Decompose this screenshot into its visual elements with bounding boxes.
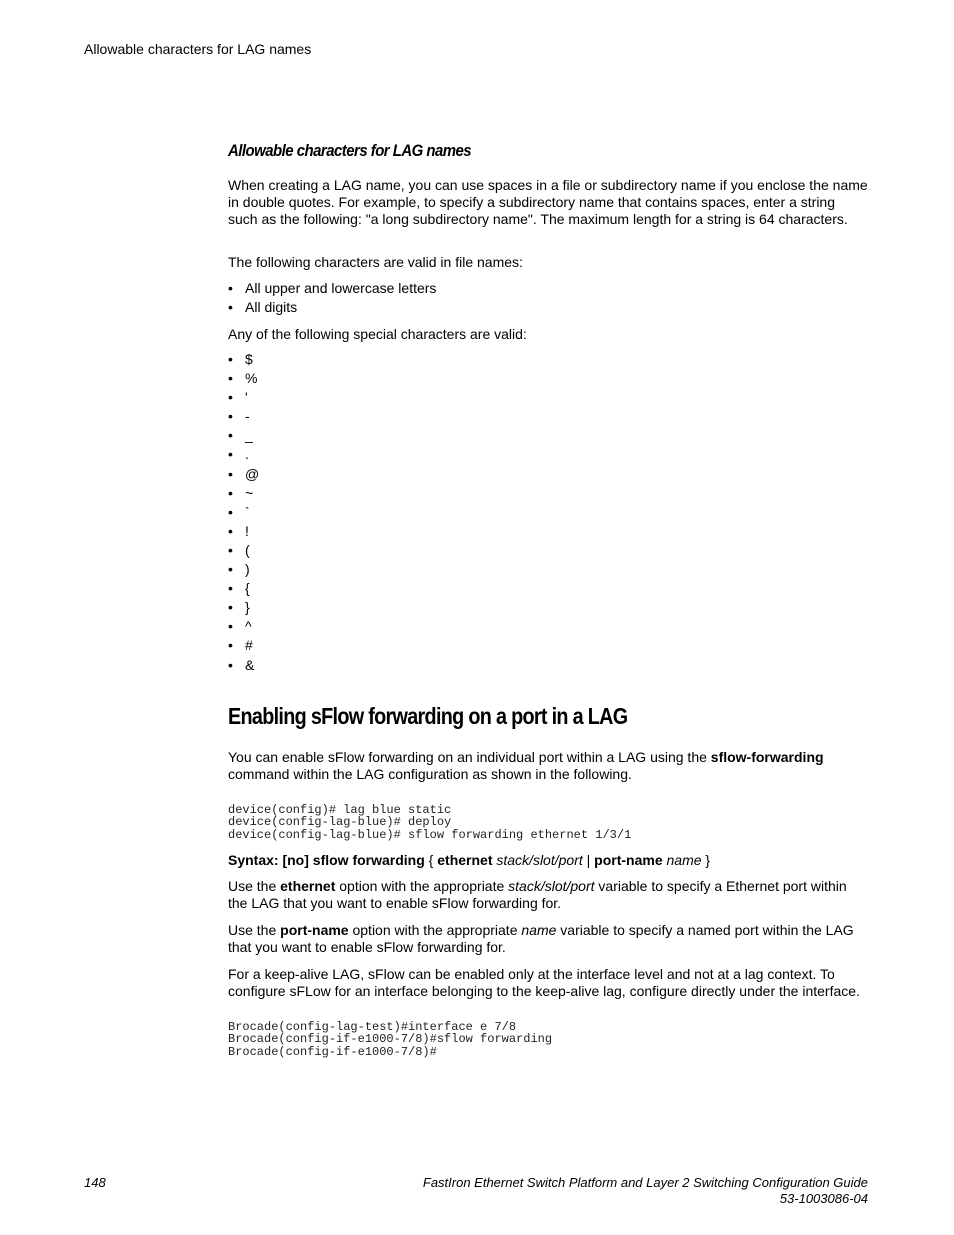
special-character-item-text: . (245, 446, 249, 463)
special-character-item (228, 388, 259, 407)
bullet-marker: • (228, 465, 233, 482)
ethernet-keyword: ethernet (280, 878, 336, 894)
bullet-marker: • (228, 599, 233, 616)
special-character-item-text: ^ (245, 618, 252, 635)
ethernet-text-e: variable to specify a Ethernet port within the LAG that you want to enable sFlow forwarding for. (228, 878, 847, 912)
bullet-marker: • (228, 637, 233, 654)
special-character-item (228, 541, 259, 560)
bullet-marker: • (228, 503, 233, 520)
page-number: 148 (84, 1175, 106, 1190)
special-character-item (228, 445, 259, 464)
syntax-port-name: port-name (594, 852, 663, 868)
special-character-item (228, 350, 259, 369)
section-heading-sflow: Enabling sFlow forwarding on a port in a LAG (228, 703, 628, 729)
syntax-brace-close: } (701, 852, 711, 868)
bullet-marker: • (228, 656, 233, 673)
bullet-marker: • (228, 561, 233, 578)
syntax-line (228, 852, 868, 869)
port-name-option-paragraph (228, 922, 868, 956)
ethernet-text-c: option with the appropriate (335, 878, 509, 894)
sflow-intro-paragraph (228, 749, 868, 783)
special-character-item (228, 617, 259, 636)
valid-characters-paragraph: The following characters are valid in file names: (228, 254, 523, 270)
special-character-item-text: % (245, 370, 258, 387)
valid-character-item-text: All upper and lowercase letters (245, 280, 437, 296)
special-character-item-text: ! (245, 522, 249, 539)
running-head: Allowable characters for LAG names (84, 41, 312, 57)
valid-character-item (228, 298, 436, 317)
port-name-variable: name (521, 922, 557, 938)
special-character-item-text: ` (245, 503, 250, 520)
special-character-item-text: ) (245, 561, 250, 578)
special-character-item-text: } (245, 599, 250, 616)
special-characters-paragraph: Any of the following special characters are valid: (228, 326, 527, 342)
port-name-text-a: Use the (228, 922, 281, 938)
syntax-pipe: | (582, 852, 595, 868)
keep-alive-paragraph: For a keep-alive LAG, sFlow can be enabled only at the interface level and not at a lag context. To configure sFLow for an interface belonging to the keep-alive lag, configure directly under the interface. (228, 966, 860, 1000)
syntax-name: name (662, 852, 702, 868)
special-character-item-text: $ (245, 351, 253, 367)
ethernet-variable: stack/slot/port (508, 878, 595, 894)
special-character-item-text: ~ (245, 484, 254, 501)
document-number: 53-1003086-04 (779, 1191, 868, 1206)
valid-characters-list (228, 279, 436, 317)
bullet-marker: • (228, 427, 233, 444)
syntax-keyword: Syntax: [no] sflow forwarding (228, 852, 425, 868)
special-character-item (228, 484, 259, 503)
special-character-item (228, 503, 259, 522)
special-character-item (228, 636, 259, 655)
footer-guide-info (423, 1175, 868, 1207)
lag-name-intro-paragraph: When creating a LAG name, you can use spaces in a file or subdirectory name if you enclose the name in double quotes. For example, to specify a subdirectory name that contains spaces, enter a string such as the following: "a long subdirectory name". The maximum length for a string is 64 characters. (228, 177, 868, 228)
code-example-keep-alive: Brocade(config-lag-test)#interface e 7/8 Brocade(config-if-e1000-7/8)#sflow forwarding Brocade(config-if-e1000-7/8)# (228, 1020, 553, 1059)
special-character-item-text: ' (245, 389, 248, 406)
port-name-text-e: variable to specify a named port within the LAG that you want to enable sFlow forwarding for. (228, 922, 854, 956)
bullet-marker: • (228, 484, 233, 501)
special-character-item (228, 522, 259, 541)
special-character-item (228, 369, 259, 388)
sflow-intro-text-c: command within the LAG configuration as shown in the following. (228, 766, 632, 783)
syntax-ethernet: ethernet (437, 852, 493, 868)
bullet-marker: • (228, 389, 233, 406)
bullet-marker: • (228, 299, 233, 315)
special-character-item (228, 426, 259, 445)
ethernet-option-paragraph (228, 878, 868, 912)
syntax-brace-open: { (424, 852, 438, 868)
special-character-item-text: ( (245, 541, 250, 558)
special-character-item-text: _ (245, 427, 253, 444)
bullet-marker: • (228, 618, 233, 635)
port-name-text-c: option with the appropriate (348, 922, 522, 938)
special-character-item (228, 598, 259, 617)
special-characters-list (228, 350, 259, 675)
sflow-intro-text-a: You can enable sFlow forwarding on an individual port within a LAG using the (228, 749, 711, 765)
sflow-forwarding-command: sflow-forwarding (710, 749, 824, 765)
special-character-item-text: & (245, 656, 255, 673)
bullet-marker: • (228, 522, 233, 539)
bullet-marker: • (228, 541, 233, 558)
section-heading-lag-names: Allowable characters for LAG names (228, 141, 472, 160)
port-name-keyword: port-name (280, 922, 349, 938)
bullet-marker: • (228, 408, 233, 425)
special-character-item-text: - (245, 408, 250, 425)
special-character-item (228, 656, 259, 675)
code-example-lag-sflow: device(config)# lag blue static device(config-lag-blue)# deploy device(config-lag-blue)# sflow forwarding ethernet 1/3/1 (228, 803, 632, 842)
bullet-marker: • (228, 370, 233, 387)
special-character-item (228, 579, 259, 598)
special-character-item (228, 560, 259, 579)
special-character-item (228, 407, 259, 426)
bullet-marker: • (228, 280, 233, 296)
special-character-item-text: { (245, 580, 250, 597)
valid-character-item-text: All digits (245, 299, 298, 315)
special-character-item-text: # (245, 637, 253, 654)
special-character-item (228, 465, 259, 484)
bullet-marker: • (228, 580, 233, 597)
bullet-marker: • (228, 351, 233, 367)
guide-title: FastIron Ethernet Switch Platform and Layer 2 Switching Configuration Guide (422, 1175, 868, 1190)
ethernet-text-a: Use the (228, 878, 281, 894)
bullet-marker: • (228, 446, 233, 463)
valid-character-item (228, 279, 436, 298)
special-character-item-text: @ (245, 465, 260, 482)
syntax-stack-slot-port: stack/slot/port (492, 852, 583, 868)
